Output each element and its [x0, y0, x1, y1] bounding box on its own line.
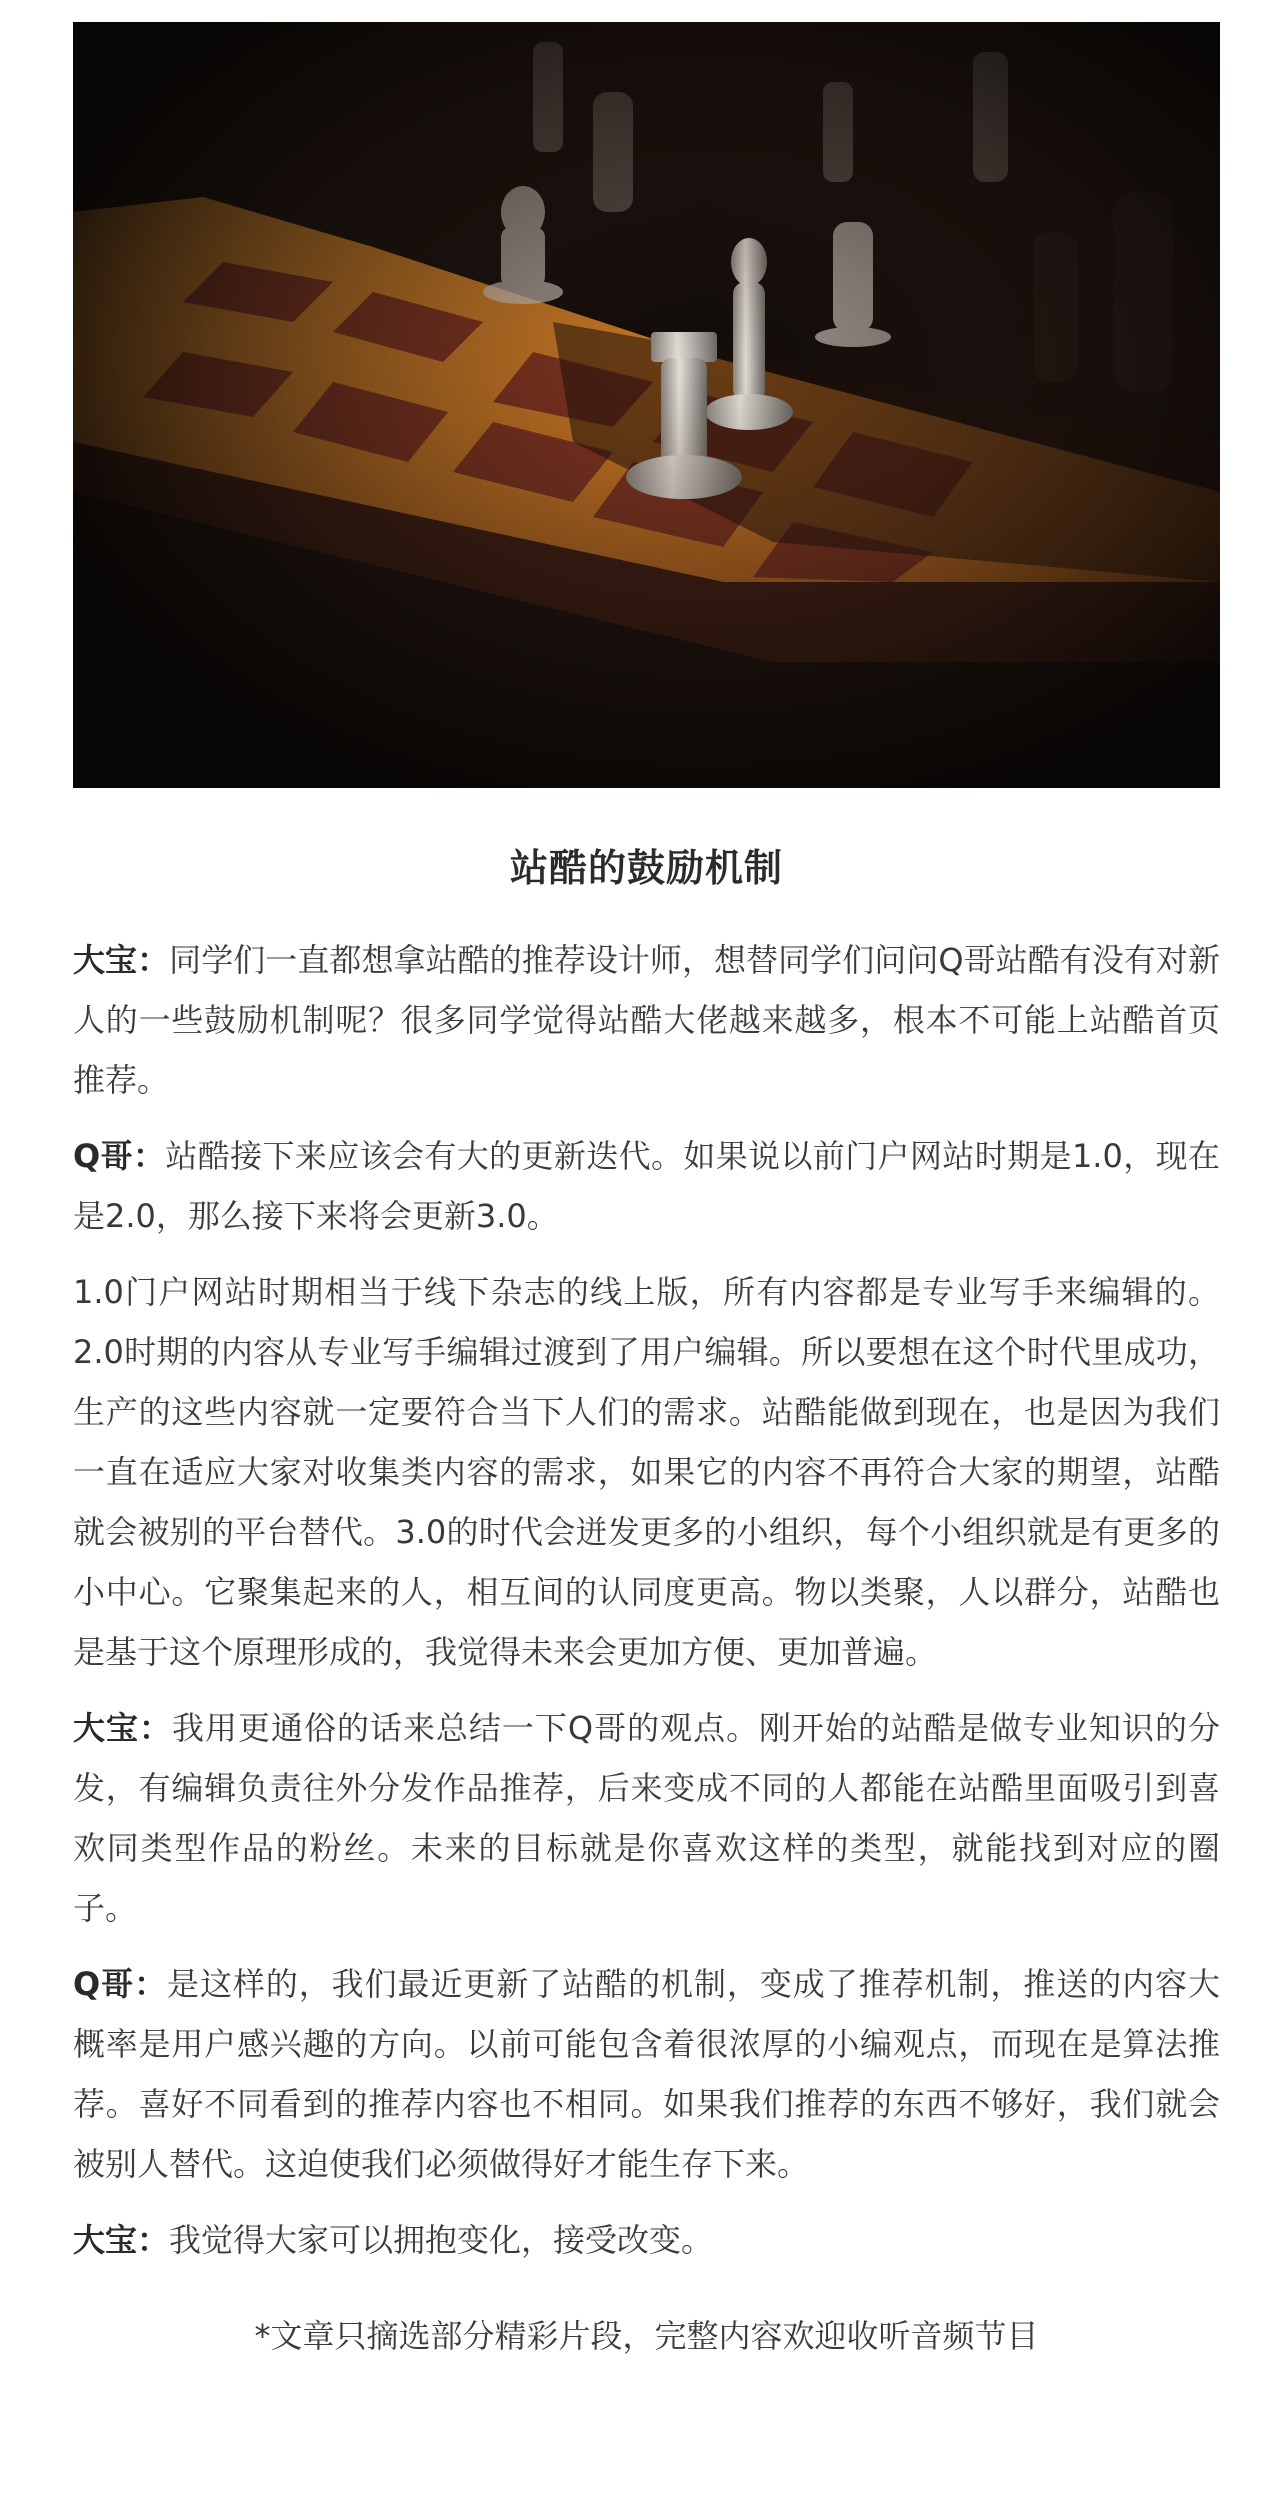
paragraph — [73, 930, 1220, 1110]
paragraph-text: 1.0门户网站时期相当于线下杂志的线上版，所有内容都是专业写手来编辑的。2.0时期的内容从专业写手编辑过渡到了用户编辑。所以要想在这个时代里成功，生产的这些内容就一定要符合当下人们的需求。站酷能做到现在，也是因为我们一直在适应大家对收集类内容的需求，如果它的内容不再符合大家的期望，站酷就会被别的平台替代。3.0的时代会迸发更多的小组织，每个小组织就是有更多的小中心。它聚集起来的人，相互间的认同度更高。物以类聚，人以群分，站酷也是基于这个原理形成的，我觉得未来会更加方便、更加普遍。 — [73, 1273, 1220, 1671]
hero-image — [73, 22, 1220, 788]
paragraph — [73, 1126, 1220, 1246]
article — [73, 0, 1220, 2366]
speaker-label: 大宝： — [73, 941, 170, 979]
speaker-label: 大宝： — [73, 2221, 170, 2259]
speaker-label: 大宝： — [73, 1709, 172, 1747]
paragraph-text: 同学们一直都想拿站酷的推荐设计师，想替同学们问问Q哥站酷有没有对新人的一些鼓励机制呢？很多同学觉得站酷大佬越来越多，根本不可能上站酷首页推荐。 — [73, 941, 1220, 1099]
article-title — [510, 838, 783, 898]
paragraph-text: 站酷接下来应该会有大的更新迭代。如果说以前门户网站时期是1.0，现在是2.0，那么接下来将会更新3.0。 — [73, 1137, 1220, 1235]
speaker-label: Q哥： — [73, 1965, 168, 2003]
paragraph-text: 我用更通俗的话来总结一下Q哥的观点。刚开始的站酷是做专业知识的分发，有编辑负责往外分发作品推荐，后来变成不同的人都能在站酷里面吸引到喜欢同类型作品的粉丝。未来的目标就是你喜欢这样的类型，就能找到对应的圈子。 — [73, 1709, 1220, 1927]
paragraph — [73, 1262, 1220, 1682]
title-wrap — [73, 838, 1220, 898]
paragraph — [73, 1954, 1220, 2194]
footnote: *文章只摘选部分精彩片段，完整内容欢迎收听音频节目 — [254, 2317, 1039, 2355]
article-content — [73, 930, 1220, 2270]
chessboard-photo — [73, 22, 1220, 788]
paragraph-text: 我觉得大家可以拥抱变化，接受改变。 — [169, 2221, 714, 2259]
paragraph-text: 是这样的，我们最近更新了站酷的机制，变成了推荐机制，推送的内容大概率是用户感兴趣的方向。以前可能包含着很浓厚的小编观点，而现在是算法推荐。喜好不同看到的推荐内容也不相同。如果我们推荐的东西不够好，我们就会被别人替代。这迫使我们必须做得好才能生存下来。 — [73, 1965, 1220, 2183]
speaker-label: Q哥： — [73, 1137, 166, 1175]
paragraph — [73, 1698, 1220, 1938]
article-title-text: 站酷的鼓励机制 — [509, 846, 783, 890]
paragraph — [73, 2210, 1220, 2270]
